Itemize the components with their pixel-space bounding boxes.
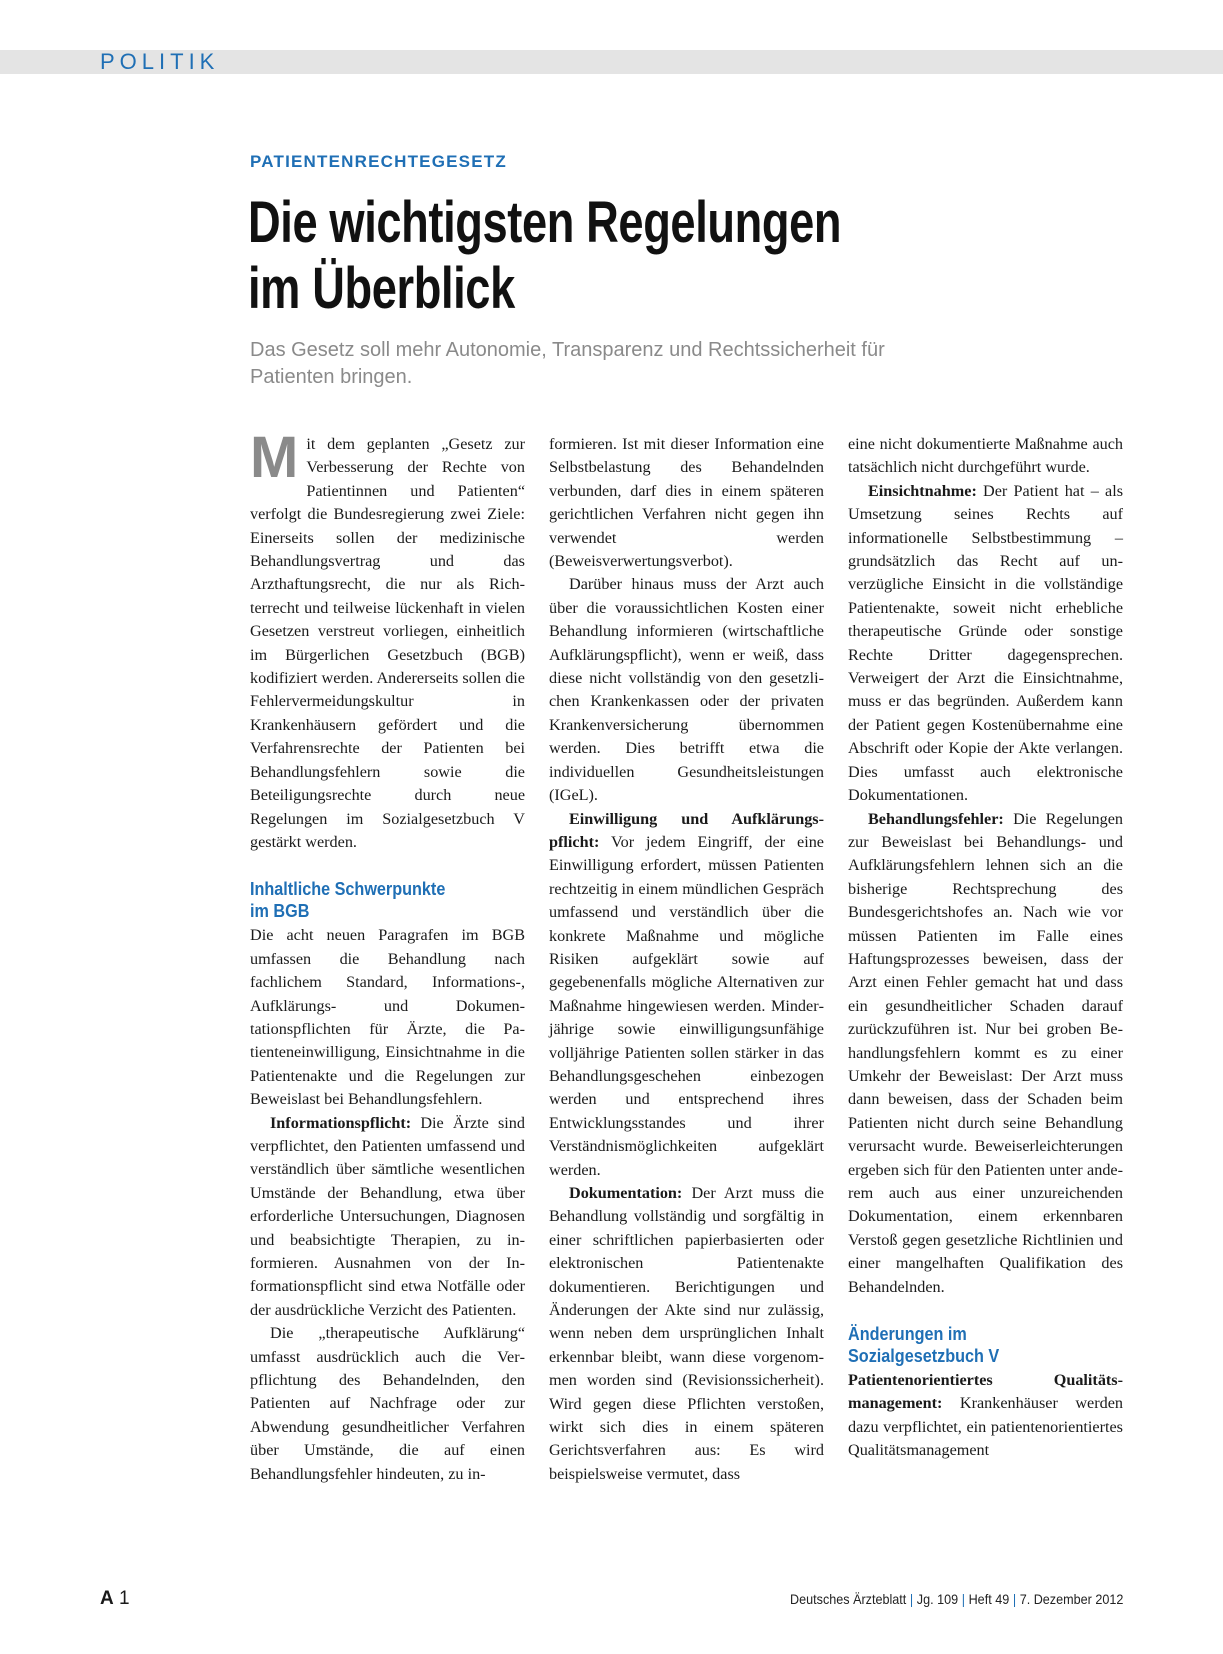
paragraph-text: Die Regelungen zur Beweislast bei Behandlungs- und Aufklärungsfehlern lehnen sich an die bisherige Rechtsprechung des Bundesgerichtshofes an. Nach wie vor müssen Patienten im Falle eines Haftungsprozesses beweisen, dass der Arzt einen Fehler gemacht hat und dass ein gesundheitlicher Schaden darauf zurückzuführen ist. Nur bei groben Behandlungsfehlern kommt es zu einer Umkehr der Beweislast: Der Arzt muss dann beweisen, dass der Schaden beim Patienten nicht durch seine Behandlung verursacht wurde. Beweiserleichterungen ergeben sich für den Patienten unter anderem auch aus einer unzureichenden Dokumentation, einem erkennbaren Verstoß gegen gesetzliche Richtlinien und einer mangelhaften Qualifikation des Behandelnden. [848,809,1123,1296]
drop-cap: M [250,425,299,490]
paragraph [549,1182,824,1486]
column-2 [549,433,824,1486]
intro-paragraph [250,425,525,854]
paragraph-text: Der Patient hat – als Umsetzung seines Rechts auf informationelle Selbstbestimmung – grundsätzlich das Recht auf unverzügliche Einsicht in die vollständige Patientenakte, soweit nicht erhebliche therapeutische Gründe oder sonstige Rechte Dritter dagegensprechen. Verweigert der Arzt die Einsichtnahme, muss er das begründen. Außerdem kann der Patient gegen Kostenübernahme eine Abschrift oder Kopie der Akte verlangen. Dies umfasst auch elektronische Dokumentationen. [848,481,1123,805]
subheading-line-1: Inhaltliche Schwerpunkte [250,879,446,900]
article-title [248,190,950,322]
subheading-line-2: im BGB [250,901,310,922]
page-number [100,1588,130,1610]
subheading-bgb [250,878,498,922]
separator: | [909,1591,913,1607]
paragraph: formieren. Ist mit dieser Information eine Selbstbelastung des Behandelnden verbunden, darf dies in einem späteren gerichtlichen Verfahren nicht gegen ihn verwendet werden (Beweisverwertungsverbot). [549,435,824,571]
paragraph-lead: Einsichtnahme: [868,481,977,500]
separator: | [961,1591,965,1607]
journal-volume: Jg. 109 [916,1591,958,1607]
paragraph [848,1369,1123,1463]
paragraph-lead: Einwilligung und Aufklärungspflicht: [549,809,824,851]
paragraph: Die acht neuen Paragrafen im BGB umfassen die Behandlung nach fachlichem Standard, Informations-, Aufklärungs- und Dokumentationspflichten für Ärzte, die Patienteneinwilligung, Einsichtnahme in die Patientenakte und die Regelungen zur Beweislast bei Behandlungsfehlern. [250,926,525,1109]
title-line-2: im Überblick [248,256,515,321]
paragraph-text: Vor jedem Eingriff, der eine Einwilligung erfordert, müssen Patienten rechtzeitig in einem mündlichen Gespräch umfassend und verständlich über die konkrete Maßnahme und mögliche Risiken aufgeklärt sowie auf gegebenenfalls mögliche Alternativen zur Maßnahme hingewiesen werden. Minderjährige sowie einwilligungsunfähige volljährige Patienten sollen stärker in das Behandlungsgeschehen einbezogen werden und entsprechend ihres Entwicklungsstandes und ihrer Verständnismöglichkeiten aufgeklärt werden. [549,832,824,1179]
paragraph-text: Der Arzt muss die Behandlung vollständig und sorgfältig in einer schriftlichen papierbasierten oder elektronischen Patientenakte dokumentieren. Berichtigungen und Änderungen der Akte sind nur zulässig, wenn neben dem ursprünglichen Inhalt erkennbar bleibt, wann diese vorgenommen worden sind (Revisionssicherheit). Wird gegen diese Pflichten verstoßen, wirkt sich dies in einem späteren Gerichtsverfahren aus: Es wird beispielsweise vermutet, dass [549,1184,824,1483]
journal-date: 7. Dezember 2012 [1019,1591,1123,1607]
separator: | [1012,1591,1016,1607]
paragraph-lead: Informationspflicht: [270,1113,412,1132]
journal-issue: Heft 49 [968,1591,1009,1607]
page-letter: A [100,1588,114,1609]
paragraph-text: Krankenhäuser werden dazu verpflichtet, ein patientenorientiertes Qualitätsmanagement [848,1394,1123,1460]
subheading-line-2: Sozialgesetzbuch V [848,1346,1000,1367]
subheading-sgb [848,1323,1096,1367]
subheading-line-1: Änderungen im [848,1324,967,1345]
column-3 [848,433,1123,1463]
journal-name: Deutsches Ärzteblatt [789,1591,906,1607]
article-subtitle: Das Gesetz soll mehr Autonomie, Transparenz und Rechtssicherheit für Patienten bringen. [250,339,885,388]
paragraph-lead: Patientenorientiertes Qualitätsmanagement: [848,1371,1123,1413]
title-line-1: Die wichtigsten Regelungen [248,190,842,255]
page-number-value: 1 [119,1588,130,1609]
journal-footer [790,1591,1123,1607]
paragraph: eine nicht dokumentierte Maßnahme auch tatsächlich nicht durchgeführt wurde. [848,435,1123,477]
article-kicker: PATIENTENRECHTEGESETZ [250,152,507,171]
paragraph [848,480,1123,808]
paragraph-text: Die Ärzte sind verpflichtet, den Patienten umfassend und verständlich über sämtliche wesentlichen Umstände der Behandlung, etwa über erforderliche Untersuchungen, Diagnosen und beabsichtigte Therapien, zu informieren. Ausnahmen von der Informationspflicht sind etwa Notfälle oder der ausdrückliche Verzicht des Patienten. [250,1113,525,1319]
column-1 [250,425,525,1486]
paragraph [549,808,824,1183]
paragraph [848,808,1123,1300]
paragraph: Darüber hinaus muss der Arzt auch über die voraussichtlichen Kosten einer Behandlung informieren (wirtschaftliche Aufklärungspflicht), wenn er weiß, dass diese nicht vollständig von den gesetzlichen Krankenkassen oder der privaten Krankenversicherung übernommen werden. Dies betrifft etwa die individuellen Gesundheitsleistungen (IGeL). [549,575,824,805]
intro-text: it dem geplanten „Gesetz zur Verbesserung der Rechte von Patientinnen und Patienten“ verfolgt die Bundesregierung zwei Ziele: Einerseits sollen der medizinische Behandlungsvertrag und das Arzthaftungsrecht, die nur als Richterrecht und teilweise lückenhaft in vielen Gesetzen verstreut vorliegen, einheitlich im Bürgerlichen Gesetzbuch (BGB) kodifiziert werden. Andererseits sollen die Fehlervermeidungskultur in Krankenhäusern gefördert und die Verfahrensrechte der Patienten bei Behandlungsfehlern sowie die Beteiligungsrechte durch neue Regelungen im Sozialgesetzbuch V gestärkt werden. [250,435,525,851]
paragraph-lead: Dokumentation: [569,1184,683,1202]
paragraph: Die „therapeutische Aufklärung“ umfasst ausdrücklich auch die Verpflichtung des Behandelnden, den Patienten auf Nachfrage oder zur Abwendung gesundheitlicher Verfahren über Umstände, die auf einen Behandlungsfehler hindeuten, zu in- [250,1324,525,1483]
section-label: POLITIK [100,49,220,74]
paragraph [250,1112,525,1323]
paragraph-lead: Behandlungsfehler: [868,809,1004,828]
